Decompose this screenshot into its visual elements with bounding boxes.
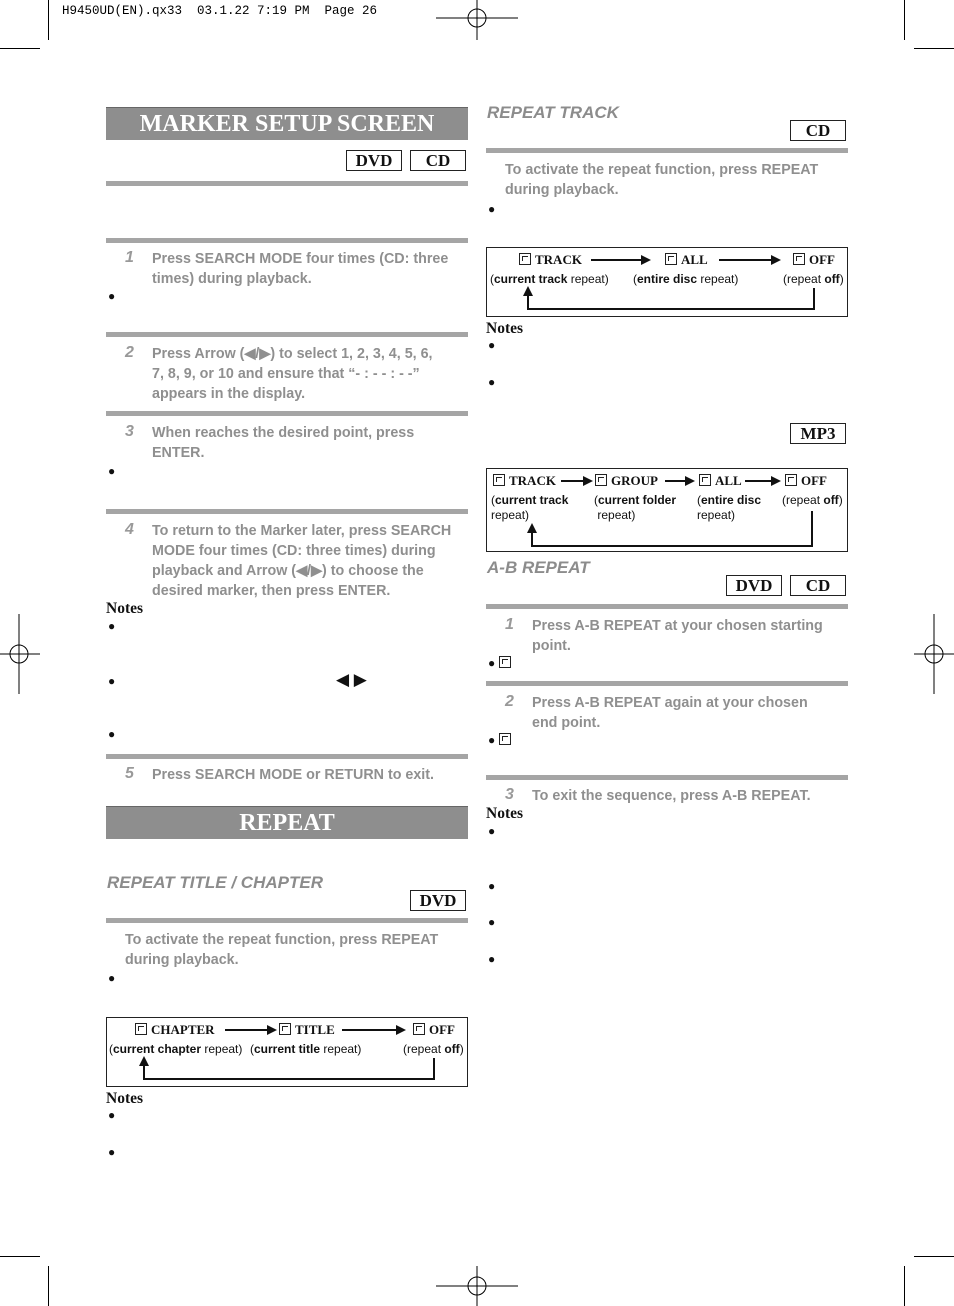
step-rule [106, 332, 468, 337]
section-rule [486, 604, 848, 609]
section-rule [106, 918, 468, 923]
flow-step: OFF [413, 1022, 455, 1038]
arrow-right-icon [267, 1025, 277, 1035]
crop-mark [48, 1266, 49, 1306]
flow-caption: (repeat off) [782, 493, 843, 507]
cd-badge: CD [410, 150, 466, 171]
bullet: ● [488, 202, 496, 216]
step-text: Press SEARCH MODE or RETURN to exit. [152, 767, 435, 783]
section-rule [106, 181, 468, 186]
bullet: ● [488, 915, 496, 929]
flow-caption: (entire disc repeat) [633, 272, 739, 286]
registration-mark-right [914, 614, 954, 694]
crop-mark [0, 1256, 40, 1257]
bullet: ● [488, 375, 496, 389]
arrow-up-icon [523, 286, 533, 296]
repeat-icon [699, 474, 711, 486]
flow-step: TRACK [519, 252, 582, 268]
crop-mark [48, 0, 49, 40]
arrow-right-icon [685, 476, 695, 486]
flow-caption: (current title repeat) [250, 1042, 362, 1056]
repeat-icon [135, 1023, 147, 1035]
bullet: ● [488, 733, 515, 747]
arrow-right-icon [771, 476, 781, 486]
bullet: ● [108, 971, 116, 985]
step-number: 1 [125, 249, 134, 266]
crop-mark [904, 1266, 905, 1306]
repeat-icon [595, 474, 607, 486]
bullet: ● [488, 824, 496, 838]
flow-step: TITLE [279, 1022, 335, 1038]
crop-mark [914, 1256, 954, 1257]
flow-caption: (current track repeat) [490, 272, 609, 286]
section-rule [486, 148, 848, 153]
bullet: ● [108, 464, 116, 478]
step-text: To exit the sequence, press A-B REPEAT. [532, 788, 811, 804]
bullet: ● [108, 1108, 116, 1122]
notes-label: Notes [486, 320, 524, 337]
bullet: ● [488, 879, 496, 893]
flow-caption: (current folder repeat) [594, 493, 677, 522]
step-number: 2 [505, 693, 514, 710]
step-number: 5 [125, 765, 134, 782]
marker-setup-banner: MARKER SETUP SCREEN [106, 107, 468, 140]
step-rule [486, 681, 848, 686]
dvd-badge: DVD [346, 150, 402, 171]
bullet: ● [488, 338, 496, 352]
bullet: ● [108, 727, 116, 741]
repeat-flow-diagram [486, 247, 848, 317]
step-number: 1 [505, 616, 514, 633]
dvd-badge: DVD [410, 890, 466, 911]
crop-mark [904, 0, 905, 40]
repeat-icon [279, 1023, 291, 1035]
step-number: 3 [505, 786, 514, 803]
file-header: H9450UD(EN).qx33 03.1.22 7:19 PM Page 26 [62, 4, 378, 18]
step-rule [106, 509, 468, 514]
arrow-right-icon [771, 255, 781, 265]
repeat-icon [665, 253, 677, 265]
repeat-icon [785, 474, 797, 486]
repeat-icon [519, 253, 531, 265]
cd-badge: CD [790, 120, 846, 141]
repeat-ab-icon [499, 733, 511, 745]
step-rule [106, 411, 468, 416]
flow-step: GROUP [595, 473, 658, 489]
mp3-badge: MP3 [790, 423, 846, 444]
flow-step: OFF [785, 473, 827, 489]
cd-badge: CD [790, 575, 846, 596]
step-text: Press Arrow (◀/▶) to select 1, 2, 3, 4, 5, 6, 7, 8, 9, or 10 and ensure that “- : - - : - -” appears in the display. [152, 346, 433, 402]
repeat-icon [793, 253, 805, 265]
notes-label: Notes [106, 1090, 144, 1107]
step-rule [106, 238, 468, 243]
flow-step: ALL [699, 473, 742, 489]
repeat-flow-diagram [106, 1017, 468, 1087]
flow-caption: (entire disc repeat) [697, 493, 762, 522]
repeat-title-chapter-heading: REPEAT TITLE / CHAPTER [107, 873, 323, 892]
arrow-right-icon [396, 1025, 406, 1035]
bullet: ● [488, 952, 496, 966]
bullet: ● [108, 619, 116, 633]
flow-step: CHAPTER [135, 1022, 215, 1038]
step-number: 3 [125, 423, 134, 440]
repeat-track-heading: REPEAT TRACK [487, 103, 619, 122]
notes-label: Notes [106, 600, 144, 617]
repeat-a-icon [499, 656, 511, 668]
bullet: ● [108, 1145, 116, 1159]
dvd-badge: DVD [726, 575, 782, 596]
step-rule [486, 775, 848, 780]
step-text: Press SEARCH MODE four times (CD: three times) during playback. [152, 251, 449, 287]
bullet: ● [108, 289, 116, 303]
arrow-right-icon [641, 255, 651, 265]
step-text: Press A-B REPEAT again at your chosen end point. [532, 695, 808, 731]
registration-mark-top [436, 0, 518, 40]
notes-label: Notes [486, 805, 524, 822]
flow-step: OFF [793, 252, 835, 268]
flow-step: TRACK [493, 473, 556, 489]
repeat-banner: REPEAT [106, 806, 468, 839]
arrow-up-icon [527, 523, 537, 533]
repeat-flow-diagram [486, 468, 848, 552]
bullet: ● [488, 656, 515, 670]
step-text: When reaches the desired point, press ENTER. [152, 425, 415, 461]
flow-caption: (repeat off) [783, 272, 844, 286]
ab-repeat-heading: A-B REPEAT [487, 558, 590, 577]
intro-text: To activate the repeat function, press REPEAT during playback. [505, 162, 819, 198]
step-number: 4 [125, 521, 134, 538]
step-number: 2 [125, 344, 134, 361]
bullet: ● [108, 674, 116, 688]
step-rule [106, 754, 468, 759]
flow-step: ALL [665, 252, 708, 268]
crop-mark [914, 48, 954, 49]
repeat-icon [493, 474, 505, 486]
step-text: Press A-B REPEAT at your chosen starting point. [532, 618, 823, 654]
registration-mark-left [0, 614, 40, 694]
intro-text: To activate the repeat function, press REPEAT during playback. [125, 932, 439, 968]
step-text: To return to the Marker later, press SEARCH MODE four times (CD: three times) during playback and Arrow (◀/▶) to choose the desired marker, then press ENTER. [152, 523, 452, 599]
arrow-up-icon [139, 1056, 149, 1066]
registration-mark-bottom [436, 1266, 518, 1306]
flow-caption: (repeat off) [403, 1042, 464, 1056]
arrow-right-icon [583, 476, 593, 486]
left-right-arrow-icons: ◀ ▶ [336, 670, 367, 689]
flow-caption: (current chapter repeat) [109, 1042, 243, 1056]
repeat-icon [413, 1023, 425, 1035]
flow-caption: (current track repeat) [491, 493, 569, 522]
crop-mark [0, 48, 40, 49]
